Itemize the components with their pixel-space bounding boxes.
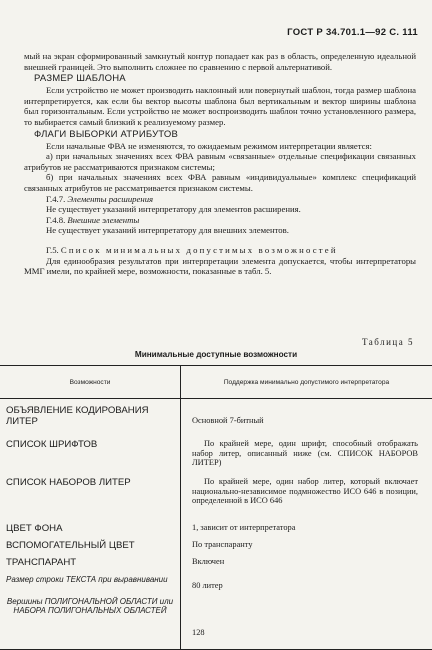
capability-cell: ОБЪЯВЛЕНИЕ КОДИРОВАНИЯ ЛИТЕР	[6, 405, 149, 427]
heading-template-size: РАЗМЕР ШАБЛОНА	[34, 73, 126, 85]
section-5-title: Список минимальных допустимых возможностей	[60, 244, 338, 255]
section-5-number: Г.5.	[46, 244, 59, 255]
heading-attribute-flags: ФЛАГИ ВЫБОРКИ АТРИБУТОВ	[34, 128, 179, 140]
table-header	[0, 366, 432, 399]
capability-cell: ВСПОМОГАТЕЛЬНЫЙ ЦВЕТ	[6, 540, 135, 551]
column-header-support: Поддержка минимально допустимого интерпретатора	[223, 378, 390, 386]
body-text	[24, 51, 416, 277]
capability-cell: ЦВЕТ ФОНА	[6, 523, 63, 534]
paragraph-flags-a: а) при начальных значениях всех ФВА равным «связанные» отдельные спецификации связанных атрибутов не рассматриваются признаком системы;	[24, 151, 416, 172]
column-divider	[180, 399, 181, 649]
section-4-7-text: Не существует указаний интерпретатору для элементов расширения.	[46, 204, 301, 215]
table-caption: Таблица 5	[362, 337, 414, 347]
capability-cell: Вершины ПОЛИГОНАЛЬНОЙ ОБЛАСТИ или НАБОРА ПОЛИГОНАЛЬНЫХ ОБЛАСТЕЙ	[6, 597, 174, 616]
capabilities-table	[0, 365, 432, 650]
support-cell: Основной 7-битный	[192, 416, 264, 425]
paragraph-template-size: Если устройство не может производить наклонный или повернутый шаблон, тогда размер шаблона интерпретируется, как если бы вектор высоты шаблона был вертикальным и вектор ширины шаблона был горизонтальным. Если устройство не может воспроизводить шаблон точно установленного размера, то выбирается самый близкий к реализуемому размер.	[24, 85, 416, 127]
support-cell: 80 литер	[192, 581, 223, 590]
section-4-7-heading	[24, 194, 416, 205]
section-4-8-number: Г.4.8.	[46, 214, 66, 225]
capability-cell: СПИСОК ШРИФТОВ	[6, 439, 98, 450]
support-cell: По транспаранту	[192, 540, 253, 549]
table-body	[0, 399, 432, 649]
capability-cell: СПИСОК НАБОРОВ ЛИТЕР	[6, 477, 131, 488]
section-4-8-text: Не существует указаний интерпретатору для внешних элементов.	[46, 225, 289, 236]
section-4-7-title: Элементы расширения	[67, 193, 154, 204]
page-header: ГОСТ Р 34.701.1—92 С. 111	[287, 27, 418, 38]
column-header-capabilities: Возможности	[0, 366, 181, 398]
paragraph-section-5: Для единообразия результатов при интерпретации элемента допускается, чтобы интерпретаторы ММГ имели, по крайней мере, возможности, показанные в табл. 5.	[24, 255, 416, 277]
support-cell: Включен	[192, 557, 225, 566]
support-cell: По крайней мере, один шрифт, способный отображать набор литер, описанный ниже (см. СПИСОК НАБОРОВ ЛИТЕР)	[192, 439, 418, 468]
paragraph-flags-intro: Если начальные ФВА не изменяются, то ожидаемым режимом интерпретации является:	[46, 140, 372, 151]
support-cell: По крайней мере, один набор литер, который включает национально-независимое подмножество ИСО 646 в позиции, определенной в ИСО 646	[192, 477, 418, 506]
support-cell: 1, зависит от интерпретатора	[192, 523, 296, 532]
support-cell: 128	[192, 628, 205, 637]
section-4-8-heading	[24, 215, 416, 226]
capability-cell: ТРАНСПАРАНТ	[6, 557, 77, 568]
table-title: Минимальные доступные возможности	[134, 350, 298, 359]
section-4-7-number: Г.4.7.	[46, 193, 66, 204]
capability-cell: Размер строки ТЕКСТА при выравнивании	[6, 575, 168, 584]
section-4-8-title: Внешние элементы	[67, 214, 140, 225]
section-5-heading	[24, 245, 416, 256]
paragraph-flags-b: б) при начальных значениях всех ФВА равным «индивидуальные» комплекс спецификаций связанных атрибутов не рассматривается признаком системы.	[24, 172, 416, 193]
paragraph-continuation: мый на экран сформированный замкнутый контур попадает как раз в область, определенную идеальной внешней границей. Это выполнить сложнее по сравнению с первой альтернативой.	[24, 51, 416, 72]
